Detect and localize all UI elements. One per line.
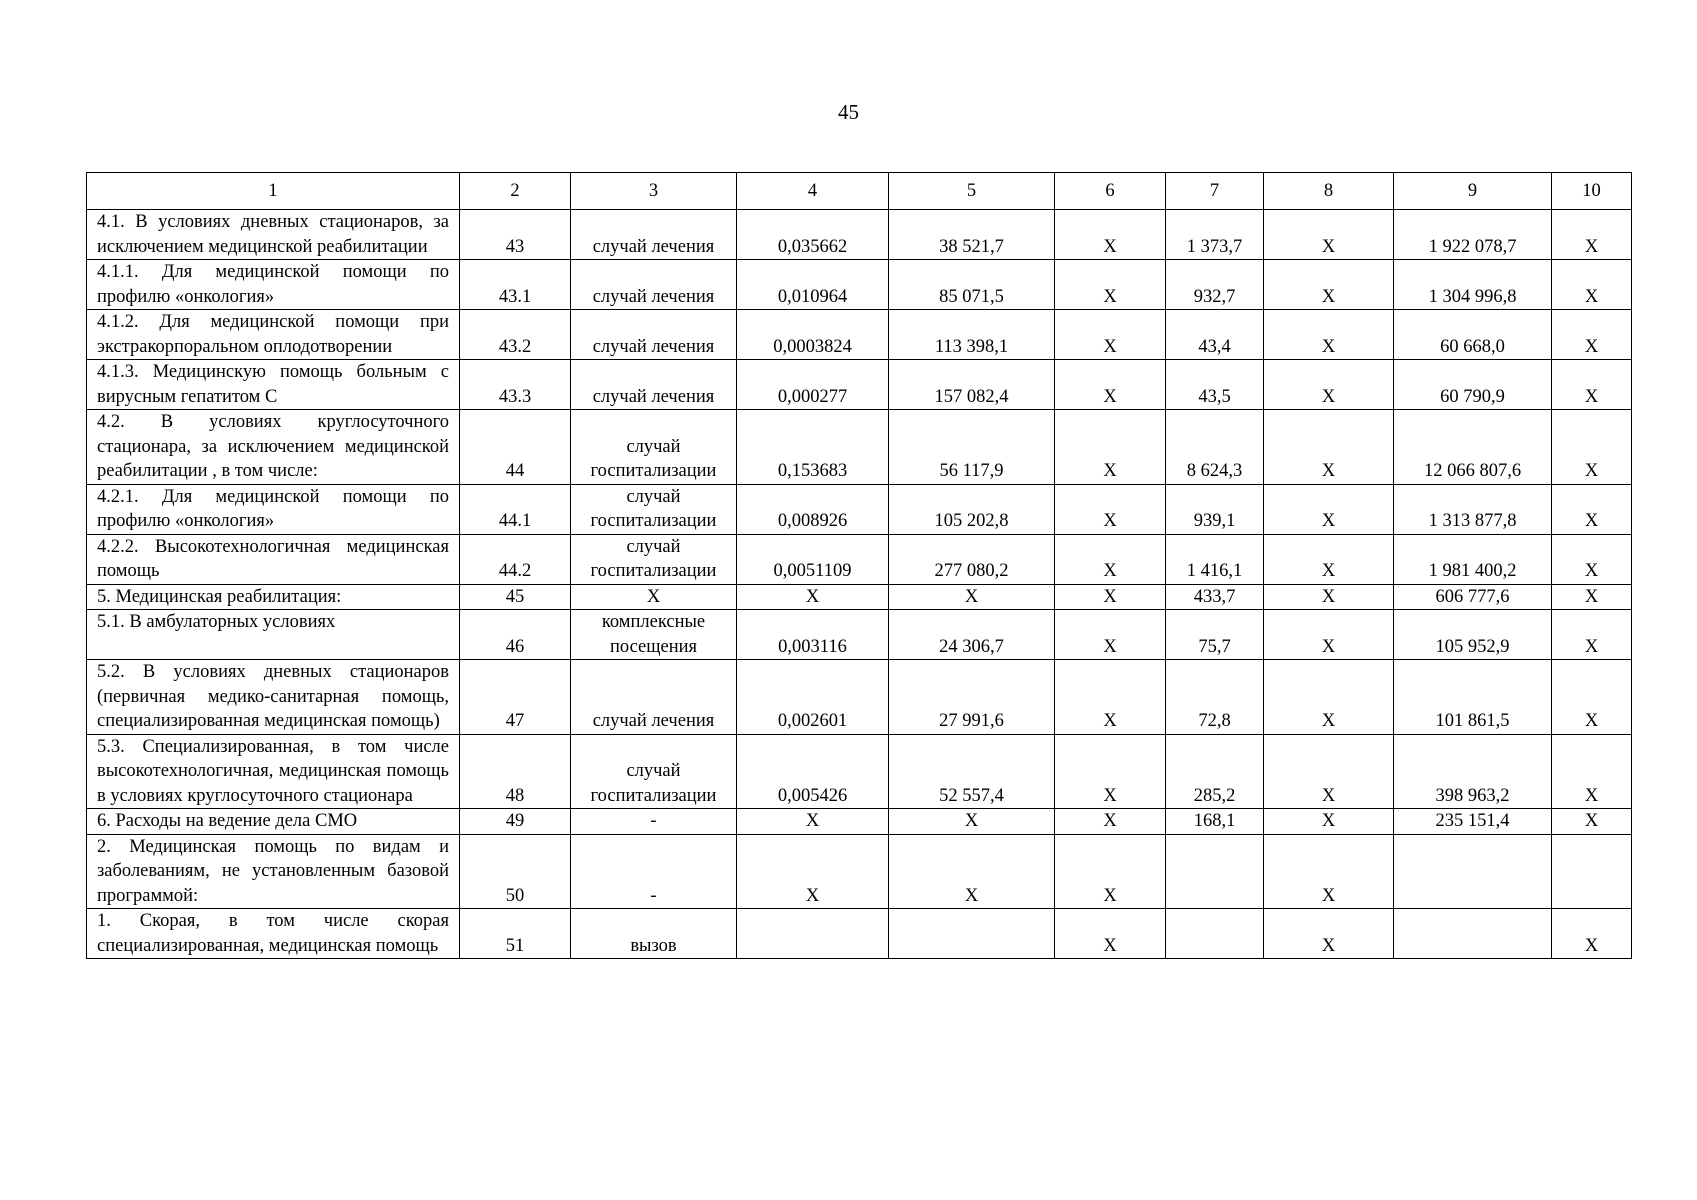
cell-description: 1. Скорая, в том числе скорая специализированная, медицинская помощь [87, 909, 460, 959]
cell-col10: Х [1552, 260, 1632, 310]
cell-per-capita: 285,2 [1166, 734, 1264, 809]
cell-description: 4.1.2. Для медицинской помощи при экстракорпоральном оплодотворении [87, 310, 460, 360]
cell-description: 5.1. В амбулаторных условиях [87, 610, 460, 660]
cell-total-cost: 1 304 996,8 [1394, 260, 1552, 310]
cell-col6: Х [1055, 584, 1166, 610]
cell-norm-volume: Х [737, 584, 889, 610]
cell-col8: Х [1264, 734, 1394, 809]
cell-total-cost: 398 963,2 [1394, 734, 1552, 809]
cell-col8: Х [1264, 484, 1394, 534]
cell-unit: случай лечения [571, 660, 737, 735]
cell-col6: Х [1055, 310, 1166, 360]
cell-description: 6. Расходы на ведение дела СМО [87, 809, 460, 835]
header-row [87, 173, 1632, 210]
cell-col10: Х [1552, 809, 1632, 835]
header-cell-2: 2 [460, 173, 571, 210]
cell-per-capita: 433,7 [1166, 584, 1264, 610]
cell-col6: Х [1055, 734, 1166, 809]
data-table [86, 172, 1632, 959]
header-cell-5: 5 [889, 173, 1055, 210]
cell-col8: Х [1264, 260, 1394, 310]
cell-norm-cost: 38 521,7 [889, 210, 1055, 260]
cell-norm-cost: 277 080,2 [889, 534, 1055, 584]
cell-norm-volume: Х [737, 834, 889, 909]
cell-description: 4.1.1. Для медицинской помощи по профилю «онкология» [87, 260, 460, 310]
cell-col6: Х [1055, 660, 1166, 735]
cell-norm-cost: 113 398,1 [889, 310, 1055, 360]
header-cell-6: 6 [1055, 173, 1166, 210]
cell-norm-volume: 0,0003824 [737, 310, 889, 360]
cell-per-capita: 168,1 [1166, 809, 1264, 835]
cell-col6: Х [1055, 410, 1166, 485]
cell-per-capita: 1 373,7 [1166, 210, 1264, 260]
cell-col10: Х [1552, 360, 1632, 410]
header-cell-3: 3 [571, 173, 737, 210]
cell-per-capita: 72,8 [1166, 660, 1264, 735]
cell-col8: Х [1264, 534, 1394, 584]
cell-unit: - [571, 809, 737, 835]
cell-per-capita: 932,7 [1166, 260, 1264, 310]
cell-per-capita [1166, 909, 1264, 959]
cell-unit: случай лечения [571, 360, 737, 410]
cell-per-capita: 8 624,3 [1166, 410, 1264, 485]
page-number: 45 [838, 100, 859, 124]
cell-description: 2. Медицинская помощь по видам и заболеваниям, не установленным базовой программой: [87, 834, 460, 909]
cell-total-cost [1394, 909, 1552, 959]
cell-col6: Х [1055, 834, 1166, 909]
cell-col10: Х [1552, 484, 1632, 534]
cell-description: 5. Медицинская реабилитация: [87, 584, 460, 610]
cell-row-number: 44.2 [460, 534, 571, 584]
header-cell-9: 9 [1394, 173, 1552, 210]
cell-col10: Х [1552, 534, 1632, 584]
cell-unit: - [571, 834, 737, 909]
cell-col8: Х [1264, 909, 1394, 959]
cell-col8: Х [1264, 834, 1394, 909]
cell-col6: Х [1055, 534, 1166, 584]
cell-col10: Х [1552, 610, 1632, 660]
cell-row-number: 44.1 [460, 484, 571, 534]
cell-per-capita: 43,4 [1166, 310, 1264, 360]
table-row [87, 534, 1632, 584]
cell-total-cost: 60 790,9 [1394, 360, 1552, 410]
cell-col8: Х [1264, 584, 1394, 610]
cell-col8: Х [1264, 610, 1394, 660]
cell-per-capita [1166, 834, 1264, 909]
cell-col8: Х [1264, 410, 1394, 485]
cell-description: 5.3. Специализированная, в том числе высокотехнологичная, медицинская помощь в условиях круглосуточного стационара [87, 734, 460, 809]
cell-norm-cost: Х [889, 584, 1055, 610]
table-row [87, 909, 1632, 959]
table-row [87, 834, 1632, 909]
cell-row-number: 47 [460, 660, 571, 735]
cell-unit: вызов [571, 909, 737, 959]
cell-row-number: 51 [460, 909, 571, 959]
header-cell-1: 1 [87, 173, 460, 210]
table-row [87, 734, 1632, 809]
cell-total-cost: 105 952,9 [1394, 610, 1552, 660]
cell-norm-cost: 24 306,7 [889, 610, 1055, 660]
cell-norm-volume: 0,010964 [737, 260, 889, 310]
table-row [87, 310, 1632, 360]
cell-description: 4.2.2. Высокотехнологичная медицинская помощь [87, 534, 460, 584]
cell-unit: случай лечения [571, 260, 737, 310]
cell-unit: случай лечения [571, 210, 737, 260]
cell-col6: Х [1055, 809, 1166, 835]
cell-col10: Х [1552, 210, 1632, 260]
cell-unit: случай госпитализации [571, 534, 737, 584]
cell-norm-volume: 0,002601 [737, 660, 889, 735]
cell-col8: Х [1264, 660, 1394, 735]
cell-description: 4.2. В условиях круглосуточного стационара, за исключением медицинской реабилитации , в том числе: [87, 410, 460, 485]
cell-total-cost: 1 922 078,7 [1394, 210, 1552, 260]
cell-per-capita: 43,5 [1166, 360, 1264, 410]
cell-norm-cost: 105 202,8 [889, 484, 1055, 534]
table-row [87, 410, 1632, 485]
table-row [87, 809, 1632, 835]
cell-unit: случай лечения [571, 310, 737, 360]
cell-row-number: 45 [460, 584, 571, 610]
table-row [87, 584, 1632, 610]
cell-unit: случай госпитализации [571, 484, 737, 534]
cell-row-number: 43 [460, 210, 571, 260]
cell-col10: Х [1552, 734, 1632, 809]
cell-row-number: 43.2 [460, 310, 571, 360]
table-row [87, 360, 1632, 410]
cell-norm-cost: 56 117,9 [889, 410, 1055, 485]
cell-total-cost: 1 981 400,2 [1394, 534, 1552, 584]
cell-per-capita: 939,1 [1166, 484, 1264, 534]
cell-norm-cost: Х [889, 834, 1055, 909]
cell-description: 5.2. В условиях дневных стационаров (первичная медико-санитарная помощь, специализированная медицинская помощь) [87, 660, 460, 735]
cell-row-number: 49 [460, 809, 571, 835]
cell-description: 4.1.3. Медицинскую помощь больным с вирусным гепатитом С [87, 360, 460, 410]
cell-total-cost: 1 313 877,8 [1394, 484, 1552, 534]
cell-col10 [1552, 834, 1632, 909]
table-row [87, 660, 1632, 735]
cell-row-number: 48 [460, 734, 571, 809]
cell-norm-cost: 157 082,4 [889, 360, 1055, 410]
cell-norm-cost: Х [889, 809, 1055, 835]
cell-row-number: 46 [460, 610, 571, 660]
cell-description: 4.2.1. Для медицинской помощи по профилю «онкология» [87, 484, 460, 534]
cell-col10: Х [1552, 909, 1632, 959]
cell-unit: Х [571, 584, 737, 610]
cell-norm-volume: 0,0051109 [737, 534, 889, 584]
cell-unit: комплексные посещения [571, 610, 737, 660]
cell-col6: Х [1055, 484, 1166, 534]
cell-col10: Х [1552, 584, 1632, 610]
cell-col6: Х [1055, 909, 1166, 959]
cell-total-cost [1394, 834, 1552, 909]
cell-norm-volume [737, 909, 889, 959]
cell-norm-volume: 0,008926 [737, 484, 889, 534]
cell-col10: Х [1552, 310, 1632, 360]
cell-norm-volume: 0,000277 [737, 360, 889, 410]
cell-total-cost: 606 777,6 [1394, 584, 1552, 610]
cell-col8: Х [1264, 310, 1394, 360]
cell-per-capita: 75,7 [1166, 610, 1264, 660]
cell-col6: Х [1055, 360, 1166, 410]
cell-norm-cost: 27 991,6 [889, 660, 1055, 735]
header-cell-7: 7 [1166, 173, 1264, 210]
cell-unit: случай госпитализации [571, 410, 737, 485]
table-row [87, 610, 1632, 660]
cell-col8: Х [1264, 360, 1394, 410]
table-body [87, 173, 1632, 959]
cell-total-cost: 12 066 807,6 [1394, 410, 1552, 485]
cell-row-number: 50 [460, 834, 571, 909]
header-cell-4: 4 [737, 173, 889, 210]
cell-norm-volume: 0,005426 [737, 734, 889, 809]
cell-per-capita: 1 416,1 [1166, 534, 1264, 584]
cell-norm-cost [889, 909, 1055, 959]
header-cell-10: 10 [1552, 173, 1632, 210]
cell-col10: Х [1552, 660, 1632, 735]
cell-norm-cost: 85 071,5 [889, 260, 1055, 310]
cell-row-number: 44 [460, 410, 571, 485]
cell-total-cost: 60 668,0 [1394, 310, 1552, 360]
cell-norm-volume: 0,153683 [737, 410, 889, 485]
cell-row-number: 43.3 [460, 360, 571, 410]
cell-row-number: 43.1 [460, 260, 571, 310]
cell-norm-volume: 0,035662 [737, 210, 889, 260]
cell-col6: Х [1055, 610, 1166, 660]
cell-col10: Х [1552, 410, 1632, 485]
cell-norm-cost: 52 557,4 [889, 734, 1055, 809]
table-row [87, 484, 1632, 534]
cell-description: 4.1. В условиях дневных стационаров, за исключением медицинской реабилитации [87, 210, 460, 260]
cell-norm-volume: Х [737, 809, 889, 835]
cell-col8: Х [1264, 210, 1394, 260]
header-cell-8: 8 [1264, 173, 1394, 210]
cell-total-cost: 235 151,4 [1394, 809, 1552, 835]
cell-col6: Х [1055, 210, 1166, 260]
table-row [87, 210, 1632, 260]
cell-col6: Х [1055, 260, 1166, 310]
cell-norm-volume: 0,003116 [737, 610, 889, 660]
cell-col8: Х [1264, 809, 1394, 835]
table-row [87, 260, 1632, 310]
cell-total-cost: 101 861,5 [1394, 660, 1552, 735]
cell-unit: случай госпитализации [571, 734, 737, 809]
